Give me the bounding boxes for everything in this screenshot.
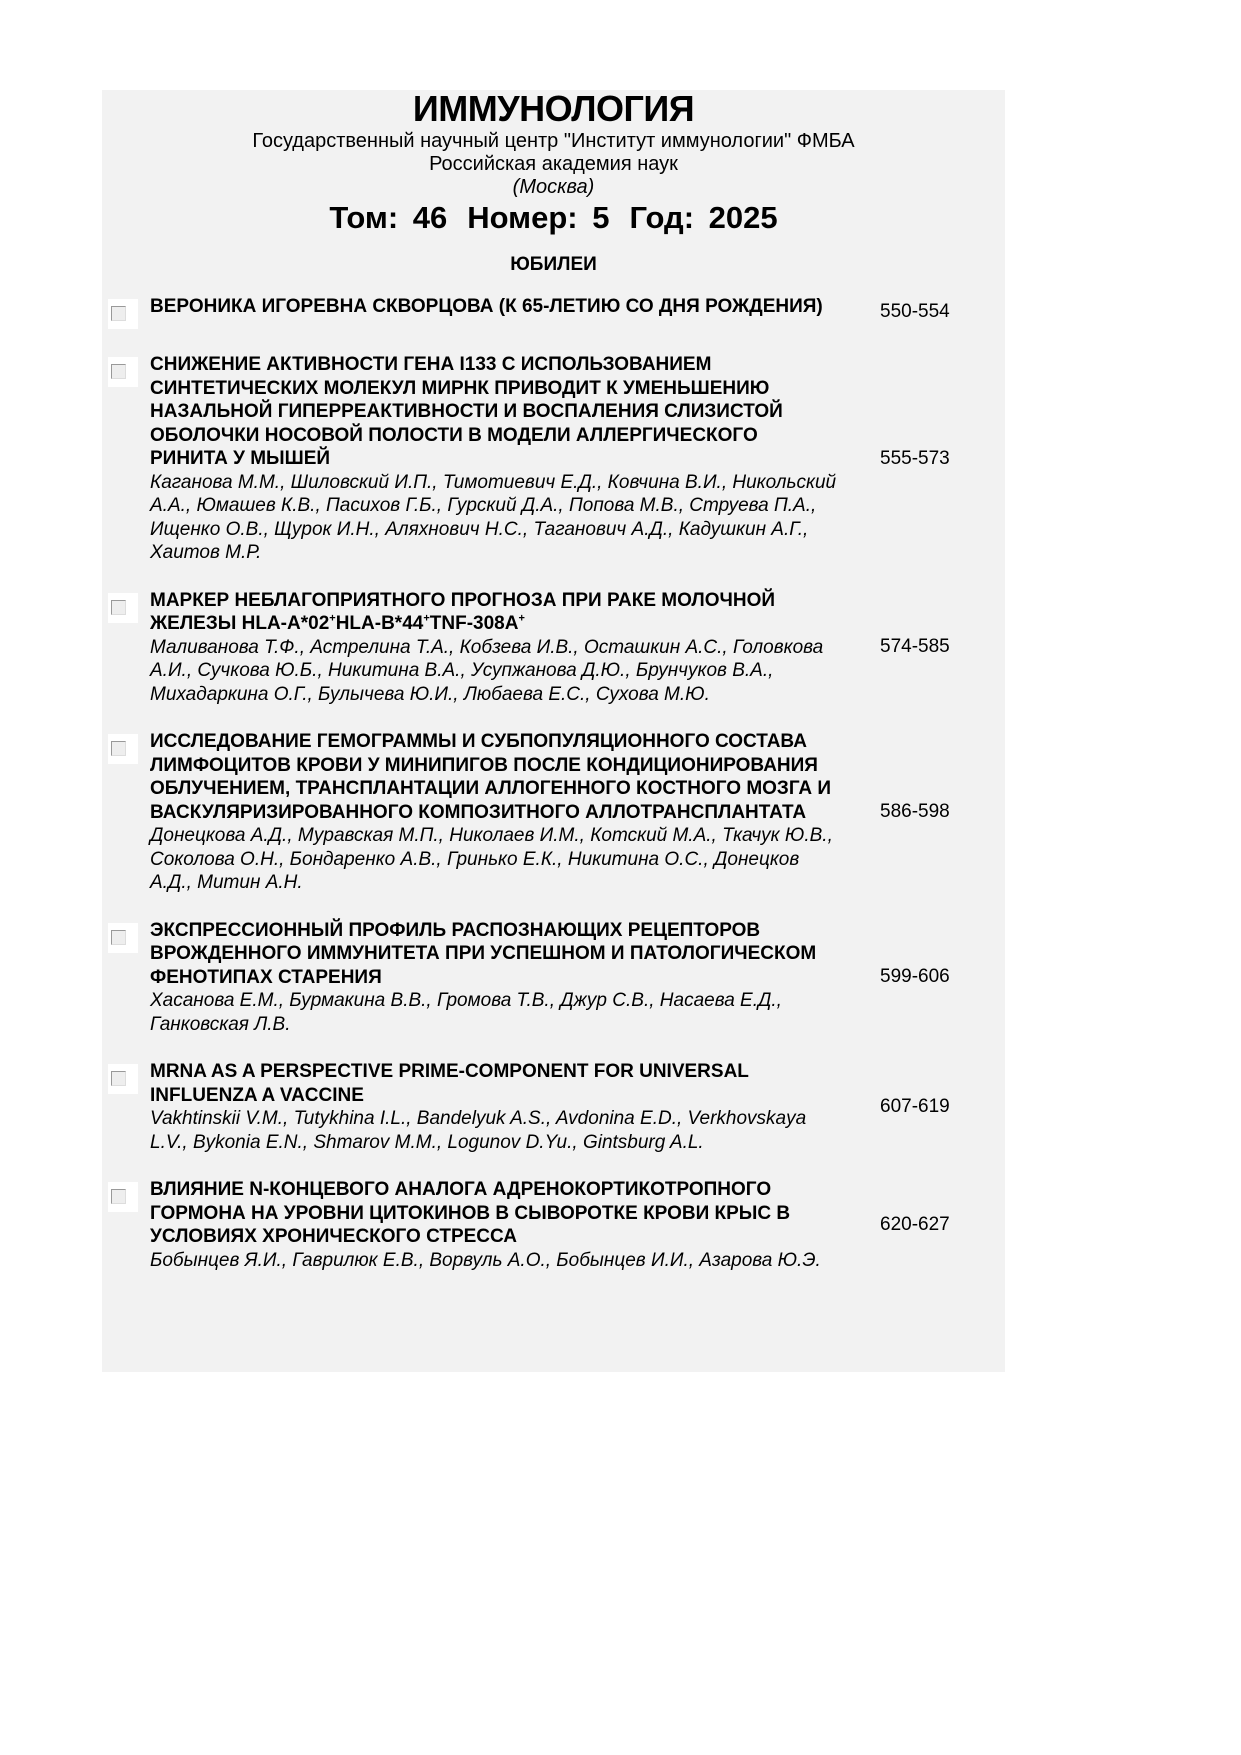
select-checkbox[interactable] bbox=[108, 923, 138, 953]
article-pages: 555-573 bbox=[880, 447, 950, 469]
article-title-link[interactable] bbox=[150, 295, 840, 319]
article-authors: Бобынцев Я.И., Гаврилюк Е.В., Ворвуль А.О., Бобынцев И.И., Азарова Ю.Э. bbox=[150, 1249, 821, 1271]
title-text: MRNA AS A PERSPECTIVE PRIME-COMPONENT FOR UNIVERSAL INFLUENZA A VACCINE bbox=[150, 1061, 749, 1106]
title-text: СНИЖЕНИЕ АКТИВНОСТИ ГЕНА I133 С ИСПОЛЬЗОВАНИЕМ СИНТЕТИЧЕСКИХ МОЛЕКУЛ МИРНК ПРИВОДИТ К УМЕНЬШЕНИЮ НАЗАЛЬНОЙ ГИПЕРРЕАКТИВНОСТИ И ВОСПАЛЕНИЯ СЛИЗИСТОЙ ОБОЛОЧКИ НОСОВОЙ ПОЛОСТИ В МОДЕЛИ АЛЛЕРГИЧЕСКОГО РИНИТА У МЫШЕЙ bbox=[150, 354, 783, 469]
title-text: TNF-308A bbox=[429, 613, 519, 634]
article-item bbox=[102, 353, 1005, 565]
article-pages: 599-606 bbox=[880, 966, 950, 988]
superscript: + bbox=[329, 612, 336, 625]
title-text: МАРКЕР НЕБЛАГОПРИЯТНОГО ПРОГНОЗА ПРИ РАКЕ МОЛОЧНОЙ ЖЕЛЕЗЫ HLA-A*02 bbox=[150, 589, 776, 634]
superscript: + bbox=[518, 612, 525, 625]
article-item bbox=[102, 919, 1005, 1037]
year: Год: 2025 bbox=[629, 200, 778, 235]
publisher: Государственный научный центр "Институт иммунологии" ФМБА bbox=[252, 130, 855, 152]
title-text: HLA-B*44 bbox=[335, 613, 424, 634]
select-checkbox[interactable] bbox=[108, 299, 138, 329]
article-title-link[interactable] bbox=[150, 919, 840, 990]
article-body bbox=[150, 353, 840, 565]
section-heading: ЮБИЛЕИ bbox=[510, 254, 597, 275]
title-text: ВЕРОНИКА ИГОРЕВНА СКВОРЦОВА (К 65-ЛЕТИЮ СО ДНЯ РОЖДЕНИЯ) bbox=[150, 296, 823, 317]
article-title-link[interactable] bbox=[150, 1060, 840, 1107]
article-pages: 620-627 bbox=[880, 1214, 950, 1235]
article-authors: Каганова М.М., Шиловский И.П., Тимотиевич Е.Д., Ковчина В.И., Никольский А.А., Юмашев К.В., Пасихов Г.Б., Гурский Д.А., Попова М.В., Струева П.А., Ищенко О.В., Щурок И.Н., Аляхнович Н.С., Таганович А.Д., Кадушкин А.Г., Хаитов М.Р. bbox=[150, 471, 837, 563]
article-item bbox=[102, 1178, 1005, 1272]
article-title-link[interactable] bbox=[150, 589, 840, 636]
title-text: ВЛИЯНИЕ N-КОНЦЕВОГО АНАЛОГА АДРЕНОКОРТИКОТРОПНОГО ГОРМОНА НА УРОВНИ ЦИТОКИНОВ В СЫВОРОТКЕ КРОВИ КРЫС В УСЛОВИЯХ ХРОНИЧЕСКОГО СТРЕССА bbox=[150, 1179, 791, 1247]
title-text: ЭКСПРЕССИОННЫЙ ПРОФИЛЬ РАСПОЗНАЮЩИХ РЕЦЕПТОРОВ ВРОЖДЕННОГО ИММУНИТЕТА ПРИ УСПЕШНОМ И ПАТОЛОГИЧЕСКОМ ФЕНОТИПАХ СТАРЕНИЯ bbox=[150, 919, 817, 988]
academy: Российская академия наук bbox=[429, 153, 678, 175]
article-authors: Маливанова Т.Ф., Астрелина Т.А., Кобзева И.В., Осташкин А.С., Головкова А.И., Сучкова Ю.Б., Никитина В.А., Усупжанова Д.Ю., Брунчуков В.А., Михадаркина О.Г., Булычева Ю.И., Любаева Е.С., Сухова М.Ю. bbox=[150, 636, 824, 705]
article-body bbox=[150, 1178, 840, 1272]
article-pages: 574-585 bbox=[880, 636, 950, 658]
city: (Москва) bbox=[512, 176, 595, 198]
article-item bbox=[102, 295, 1005, 329]
article-title-link[interactable] bbox=[150, 730, 840, 824]
article-authors: Донецкова А.Д., Муравская М.П., Николаев И.М., Котский М.А., Ткачук Ю.В., Соколова О.Н., Бондаренко А.В., Гринько Е.К., Никитина О.С., Донецков А.Д., Митин А.Н. bbox=[150, 825, 833, 893]
number: Номер: 5 bbox=[467, 200, 610, 235]
article-title-link[interactable] bbox=[150, 353, 840, 471]
article-pages: 586-598 bbox=[880, 801, 950, 823]
article-item bbox=[102, 1060, 1005, 1154]
select-checkbox[interactable] bbox=[108, 593, 138, 623]
article-list bbox=[102, 295, 1005, 1296]
superscript: + bbox=[423, 612, 430, 625]
article-body bbox=[150, 1060, 840, 1154]
article-body bbox=[150, 589, 840, 707]
title-text: ИССЛЕДОВАНИЕ ГЕМОГРАММЫ И СУБПОПУЛЯЦИОННОГО СОСТАВА ЛИМФОЦИТОВ КРОВИ У МИНИПИГОВ ПОСЛЕ КОНДИЦИОНИРОВАНИЯ ОБЛУЧЕНИЕМ, ТРАНСПЛАНТАЦИИ АЛЛОГЕННОГО КОСТНОГО МОЗГА И ВАСКУЛЯРИЗИРОВАННОГО КОМПОЗИТНОГО АЛЛОТРАНСПЛАНТАТА bbox=[150, 731, 832, 823]
article-body bbox=[150, 730, 840, 895]
volume: Том: 46 bbox=[329, 200, 448, 235]
select-checkbox[interactable] bbox=[108, 1064, 138, 1094]
article-body bbox=[150, 295, 840, 329]
article-pages: 550-554 bbox=[880, 301, 950, 322]
journal-title: ИММУНОЛОГИЯ bbox=[412, 88, 695, 129]
article-body bbox=[150, 919, 840, 1037]
select-checkbox[interactable] bbox=[108, 357, 138, 387]
article-pages: 607-619 bbox=[880, 1096, 950, 1117]
issue-info bbox=[102, 200, 1005, 236]
select-checkbox[interactable] bbox=[108, 1182, 138, 1212]
article-item bbox=[102, 589, 1005, 707]
select-checkbox[interactable] bbox=[108, 734, 138, 764]
article-authors: Хасанова Е.М., Бурмакина В.В., Громова Т.В., Джур С.В., Насаева Е.Д., Ганковская Л.В. bbox=[150, 990, 782, 1035]
article-item bbox=[102, 730, 1005, 895]
article-title-link[interactable] bbox=[150, 1178, 840, 1249]
article-authors: Vakhtinskii V.M., Tutykhina I.L., Bandelyuk A.S., Avdonina E.D., Verkhovskaya L.V., Bykonia E.N., Shmarov M.M., Logunov D.Yu., Gintsburg A.L. bbox=[150, 1108, 807, 1153]
